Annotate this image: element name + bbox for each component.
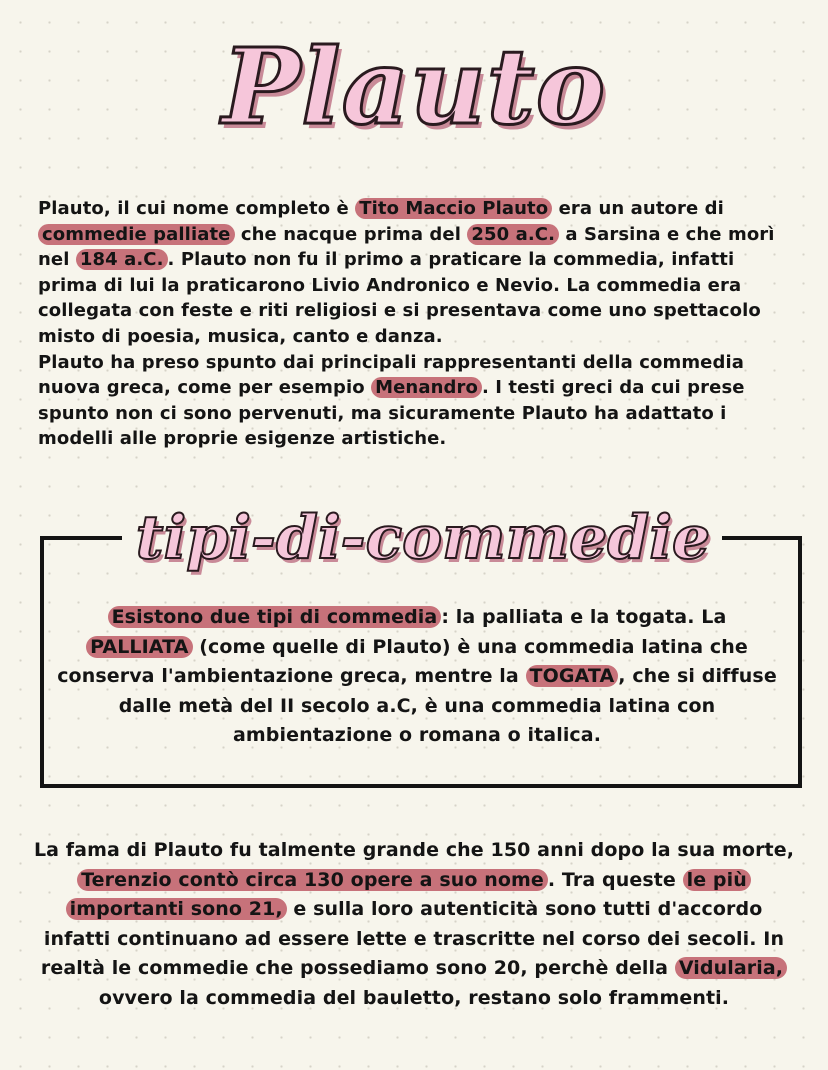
highlight-palliata: PALLIATA	[86, 636, 192, 658]
types-text: : la palliata e la togata. La	[441, 606, 727, 628]
intro-text: . Plauto non fu il primo a praticare la commedia, infatti prima di lui la praticarono Livio Andronico e Nevio. La commedia era collegata con feste e riti religiosi e si presentava come uno spettacolo misto di poesia, musica, canto e danza.	[38, 249, 761, 347]
highlight-full-name: Tito Maccio Plauto	[355, 198, 552, 219]
section-subtitle: tipi-di-commedie	[135, 503, 711, 573]
subtitle-wrap	[40, 488, 806, 592]
intro-text: era un autore di	[552, 198, 724, 219]
fame-text: . Tra queste	[547, 868, 683, 891]
fame-paragraph	[32, 836, 796, 1013]
highlight-commedie-palliate: commedie palliate	[38, 224, 235, 245]
highlight-birth-year: 250 a.C.	[467, 224, 559, 245]
highlight-terenzio: Terenzio contò circa 130 opere a suo nome	[77, 869, 548, 891]
intro-paragraph	[38, 196, 798, 452]
fame-text: La fama di Plauto fu talmente grande che 150 anni dopo la sua morte,	[33, 839, 795, 861]
intro-text: . I testi greci da cui prese spunto non ci sono pervenuti, ma sicuramente Plauto ha adattato i modelli alle proprie esigenze artistiche.	[38, 377, 745, 450]
types-text: (come quelle di Plauto) è una commedia latina che conserva l'ambientazione greca, mentre la	[57, 635, 748, 687]
intro-text: Plauto, il cui nome completo è	[38, 198, 356, 219]
highlight-menandro: Menandro	[371, 377, 482, 398]
fame-text: e sulla loro autenticità sono tutti d'accordo infatti continuano ad essere lette e trascritte nel corso dei secoli. In realtà le commedie che possediamo sono 20, perchè della	[40, 898, 785, 979]
page-title: Plauto	[221, 25, 607, 148]
highlight-two-types: Esistono due tipi di commedia	[108, 606, 442, 628]
highlight-important-21: le più importanti sono 21,	[66, 869, 751, 921]
intro-text: a Sarsina e che morì nel	[38, 223, 775, 271]
highlight-togata: TOGATA	[526, 665, 619, 687]
fame-text: ovvero la commedia del bauletto, restano solo frammenti.	[98, 986, 730, 1009]
types-text: , che si diffuse dalle metà del II secolo a.C, è una commedia latina con ambientazione o romana o italica.	[118, 665, 777, 746]
intro-text: Plauto ha preso spunto dai principali rappresentanti della commedia nuova greca, come per esempio	[38, 351, 744, 399]
types-paragraph	[52, 603, 782, 751]
highlight-death-year: 184 a.C.	[76, 249, 168, 270]
intro-text: che nacque prima del	[234, 223, 468, 245]
highlight-vidularia: Vidularia,	[675, 957, 787, 979]
